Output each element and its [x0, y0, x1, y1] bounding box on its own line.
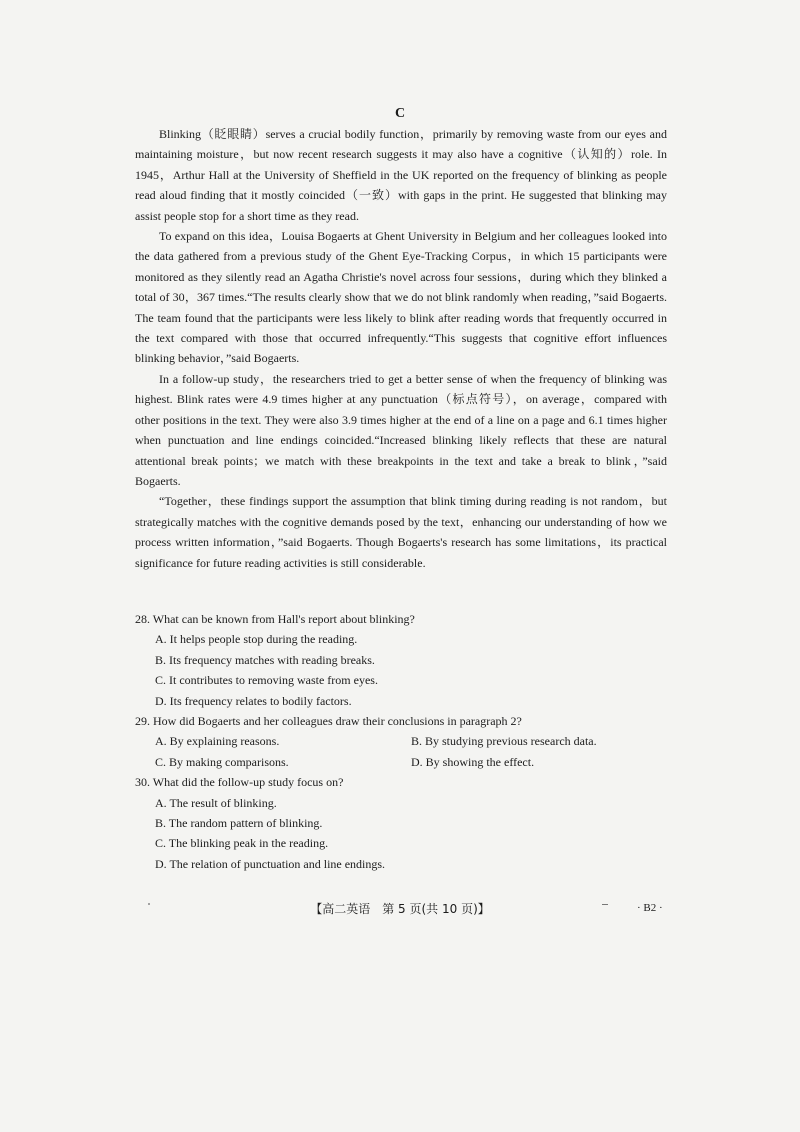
- option-b: B. The random pattern of blinking.: [155, 816, 323, 831]
- scan-mark: [602, 904, 608, 905]
- option-a: A. By explaining reasons.: [155, 734, 280, 749]
- paragraph-4: “Together，these findings support the assumption that blink timing during reading is not random，but strategically matches with the cognitive demands posed by the text，enhancing our understanding of how we process written information，”said Bogaerts. Though Bogaerts's research has some limitations，its practical significance for future reading activities is still considerable.: [135, 494, 667, 570]
- option-d: D. By showing the effect.: [411, 754, 535, 769]
- option-c: C. By making comparisons.: [155, 754, 289, 769]
- question-list: [135, 609, 667, 874]
- question-stem: 28. What can be known from Hall's report about blinking?: [135, 612, 415, 626]
- option-a: A. The result of blinking.: [155, 795, 277, 810]
- option-c: C. It contributes to removing waste from eyes.: [155, 673, 378, 688]
- option-c: C. The blinking peak in the reading.: [155, 836, 329, 851]
- page-code: · B2 ·: [637, 902, 663, 914]
- question-28: [135, 609, 667, 711]
- reading-passage: [135, 124, 667, 573]
- section-letter: C: [394, 106, 406, 121]
- option-a: A. It helps people stop during the reading.: [155, 632, 358, 647]
- question-29: [135, 711, 667, 772]
- option-b: B. By studying previous research data.: [411, 734, 597, 749]
- question-stem: 29. How did Bogaerts and her colleagues draw their conclusions in paragraph 2?: [135, 714, 522, 729]
- option-row: [135, 731, 667, 751]
- question-stem: 30. What did the follow-up study focus on?: [135, 775, 344, 790]
- paragraph-2: To expand on this idea，Louisa Bogaerts at Ghent University in Belgium and her colleagues looked into the data gathered from a previous study of the Ghent Eye-Tracking Corpus，in which 15 participants were monitored as they silently read an Agatha Christie's novel across four sessions，during which they blinked a total of 30，367 times.“The results clearly show that we do not blink randomly when reading，”said Bogaerts. The team found that the participants were less likely to blink after reading words that frequently occurred in the text compared with those that occurred infrequently.“This suggests that cognitive effort influences blinking behavior，”said Bogaerts.: [135, 229, 667, 366]
- paragraph-1: Blinking（眨眼睛）serves a crucial bodily function，primarily by removing waste from our eyes and maintaining moisture，but now recent research suggests it may also have a cognitive（认知的）role. In 1945，Arthur Hall at the University of Sheffield in the UK reported on the frequency of blinking as people read aloud finding that it mostly coincided（一致）with gaps in the print. He suggested that blinking may assist people stop for a short time as they read.: [135, 127, 667, 223]
- question-30: [135, 772, 667, 874]
- option-row: [135, 752, 667, 772]
- paragraph-3: In a follow-up study，the researchers tried to get a better sense of when the frequency of blinking was highest. Blink rates were 4.9 times higher at any punctuation（标点符号），on average，compared with other positions in the text. They were also 3.9 times higher at the end of a line on a page and 6.1 times higher when punctuation and line endings coincided.“Increased blinking likely reflects that these are natural attentional break points；we match with these breakpoints in the text and take a break to blink，”said Bogaerts.: [135, 371, 667, 488]
- option-d: D. The relation of punctuation and line endings.: [155, 856, 386, 871]
- page-footer: 【高二英语 第 5 页(共 10 页)】: [310, 902, 490, 916]
- option-b: B. Its frequency matches with reading breaks.: [155, 652, 375, 667]
- option-d: D. Its frequency relates to bodily factors.: [155, 693, 352, 708]
- scan-speck: [148, 903, 150, 905]
